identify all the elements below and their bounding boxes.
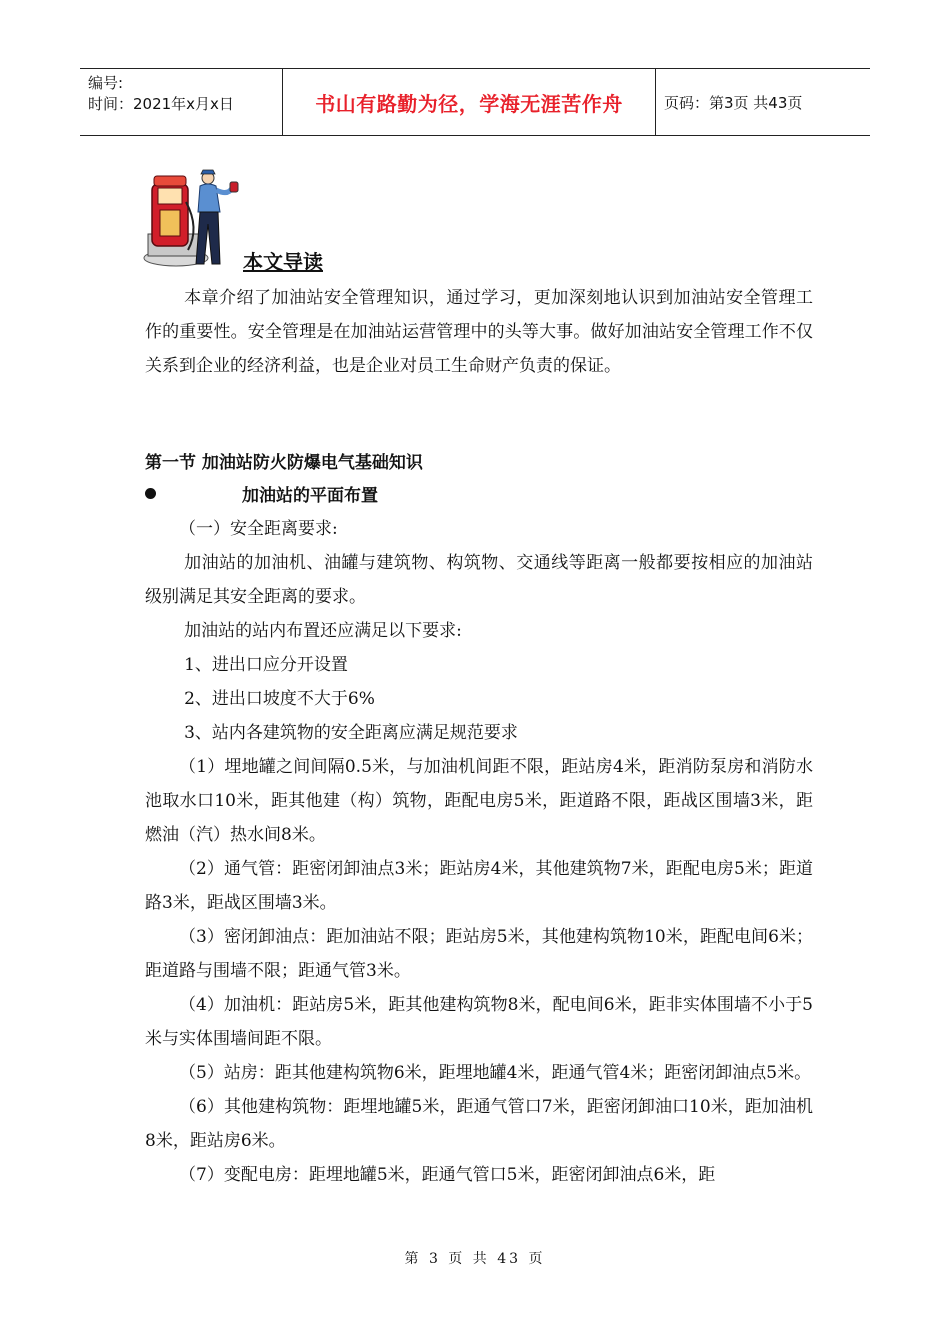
section-heading: 第一节 加油站防火防爆电气基础知识 xyxy=(145,453,423,473)
paragraph: （7）变配电房：距埋地罐5米，距通气管口5米，距密闭卸油点6米，距 xyxy=(179,1165,716,1185)
guide-title: 本文导读 xyxy=(243,250,323,274)
section-body xyxy=(145,512,813,1192)
guide-intro-paragraph: 本章介绍了加油站安全管理知识，通过学习，更加深刻地认识到加油站安全管理工作的重要性。安全管理是在加油站运营管理中的头等大事。做好加油站安全管理工作不仅关系到企业的经济利益，也是企业对员工生命财产负责的保证。 xyxy=(145,288,813,376)
paragraph: （一）安全距离要求: xyxy=(179,519,338,539)
paragraph: （2）通气管：距密闭卸油点3米；距站房4米，其他建筑物7米，距配电房5米；距道路3米，距战区围墙3米。 xyxy=(145,859,813,913)
page-footer: 第 3 页 共 43 页 xyxy=(404,1251,546,1267)
bullet-heading-text: 加油站的平面布置 xyxy=(242,486,378,506)
paragraph: 1、进出口应分开设置 xyxy=(184,655,348,675)
paragraph: （3）密闭卸油点：距加油站不限；距站房5米，其他建构筑物10米，距配电间6米；距道路与围墙不限；距通气管3米。 xyxy=(145,927,813,981)
document-time-label: 时间：2021年x月x日 xyxy=(88,95,234,113)
header-motto: 书山有路勤为径，学海无涯苦作舟 xyxy=(315,91,623,116)
paragraph: （1）埋地罐之间间隔0.5米，与加油机间距不限，距站房4米，距消防泵房和消防水池取水口10米，距其他建（构）筑物，距配电房5米，距道路不限，距战区围墙3米，距燃油（汽）热水间8米。 xyxy=(145,757,813,845)
bullet-dot-icon xyxy=(145,488,156,499)
paragraph: （5）站房：距其他建构筑物6米，距埋地罐4米，距通气管4米；距密闭卸油点5米。 xyxy=(179,1063,812,1083)
document-number-label: 编号: xyxy=(88,74,124,92)
paragraph: 加油站的加油机、油罐与建筑物、构筑物、交通线等距离一般都要按相应的加油站级别满足其安全距离的要求。 xyxy=(145,553,813,607)
gas-station-attendant-clipart xyxy=(142,168,246,272)
paragraph: （4）加油机：距站房5米，距其他建构筑物8米，配电间6米，距非实体围墙不小于5米与实体围墙间距不限。 xyxy=(145,995,813,1049)
header-page-info: 页码：第3页 共43页 xyxy=(664,93,803,112)
paragraph: 3、站内各建筑物的安全距离应满足规范要求 xyxy=(184,723,518,743)
header-motto-cell xyxy=(282,69,656,135)
header-left-cell xyxy=(80,69,282,135)
bullet-heading xyxy=(145,481,378,506)
guide-intro-block xyxy=(145,281,813,383)
paragraph: 加油站的站内布置还应满足以下要求: xyxy=(184,621,462,641)
paragraph: 2、进出口坡度不大于6% xyxy=(184,689,375,709)
paragraph: （6）其他建构筑物：距埋地罐5米，距通气管口7米，距密闭卸油口10米，距加油机8米，距站房6米。 xyxy=(145,1097,813,1151)
page-header xyxy=(80,68,870,136)
